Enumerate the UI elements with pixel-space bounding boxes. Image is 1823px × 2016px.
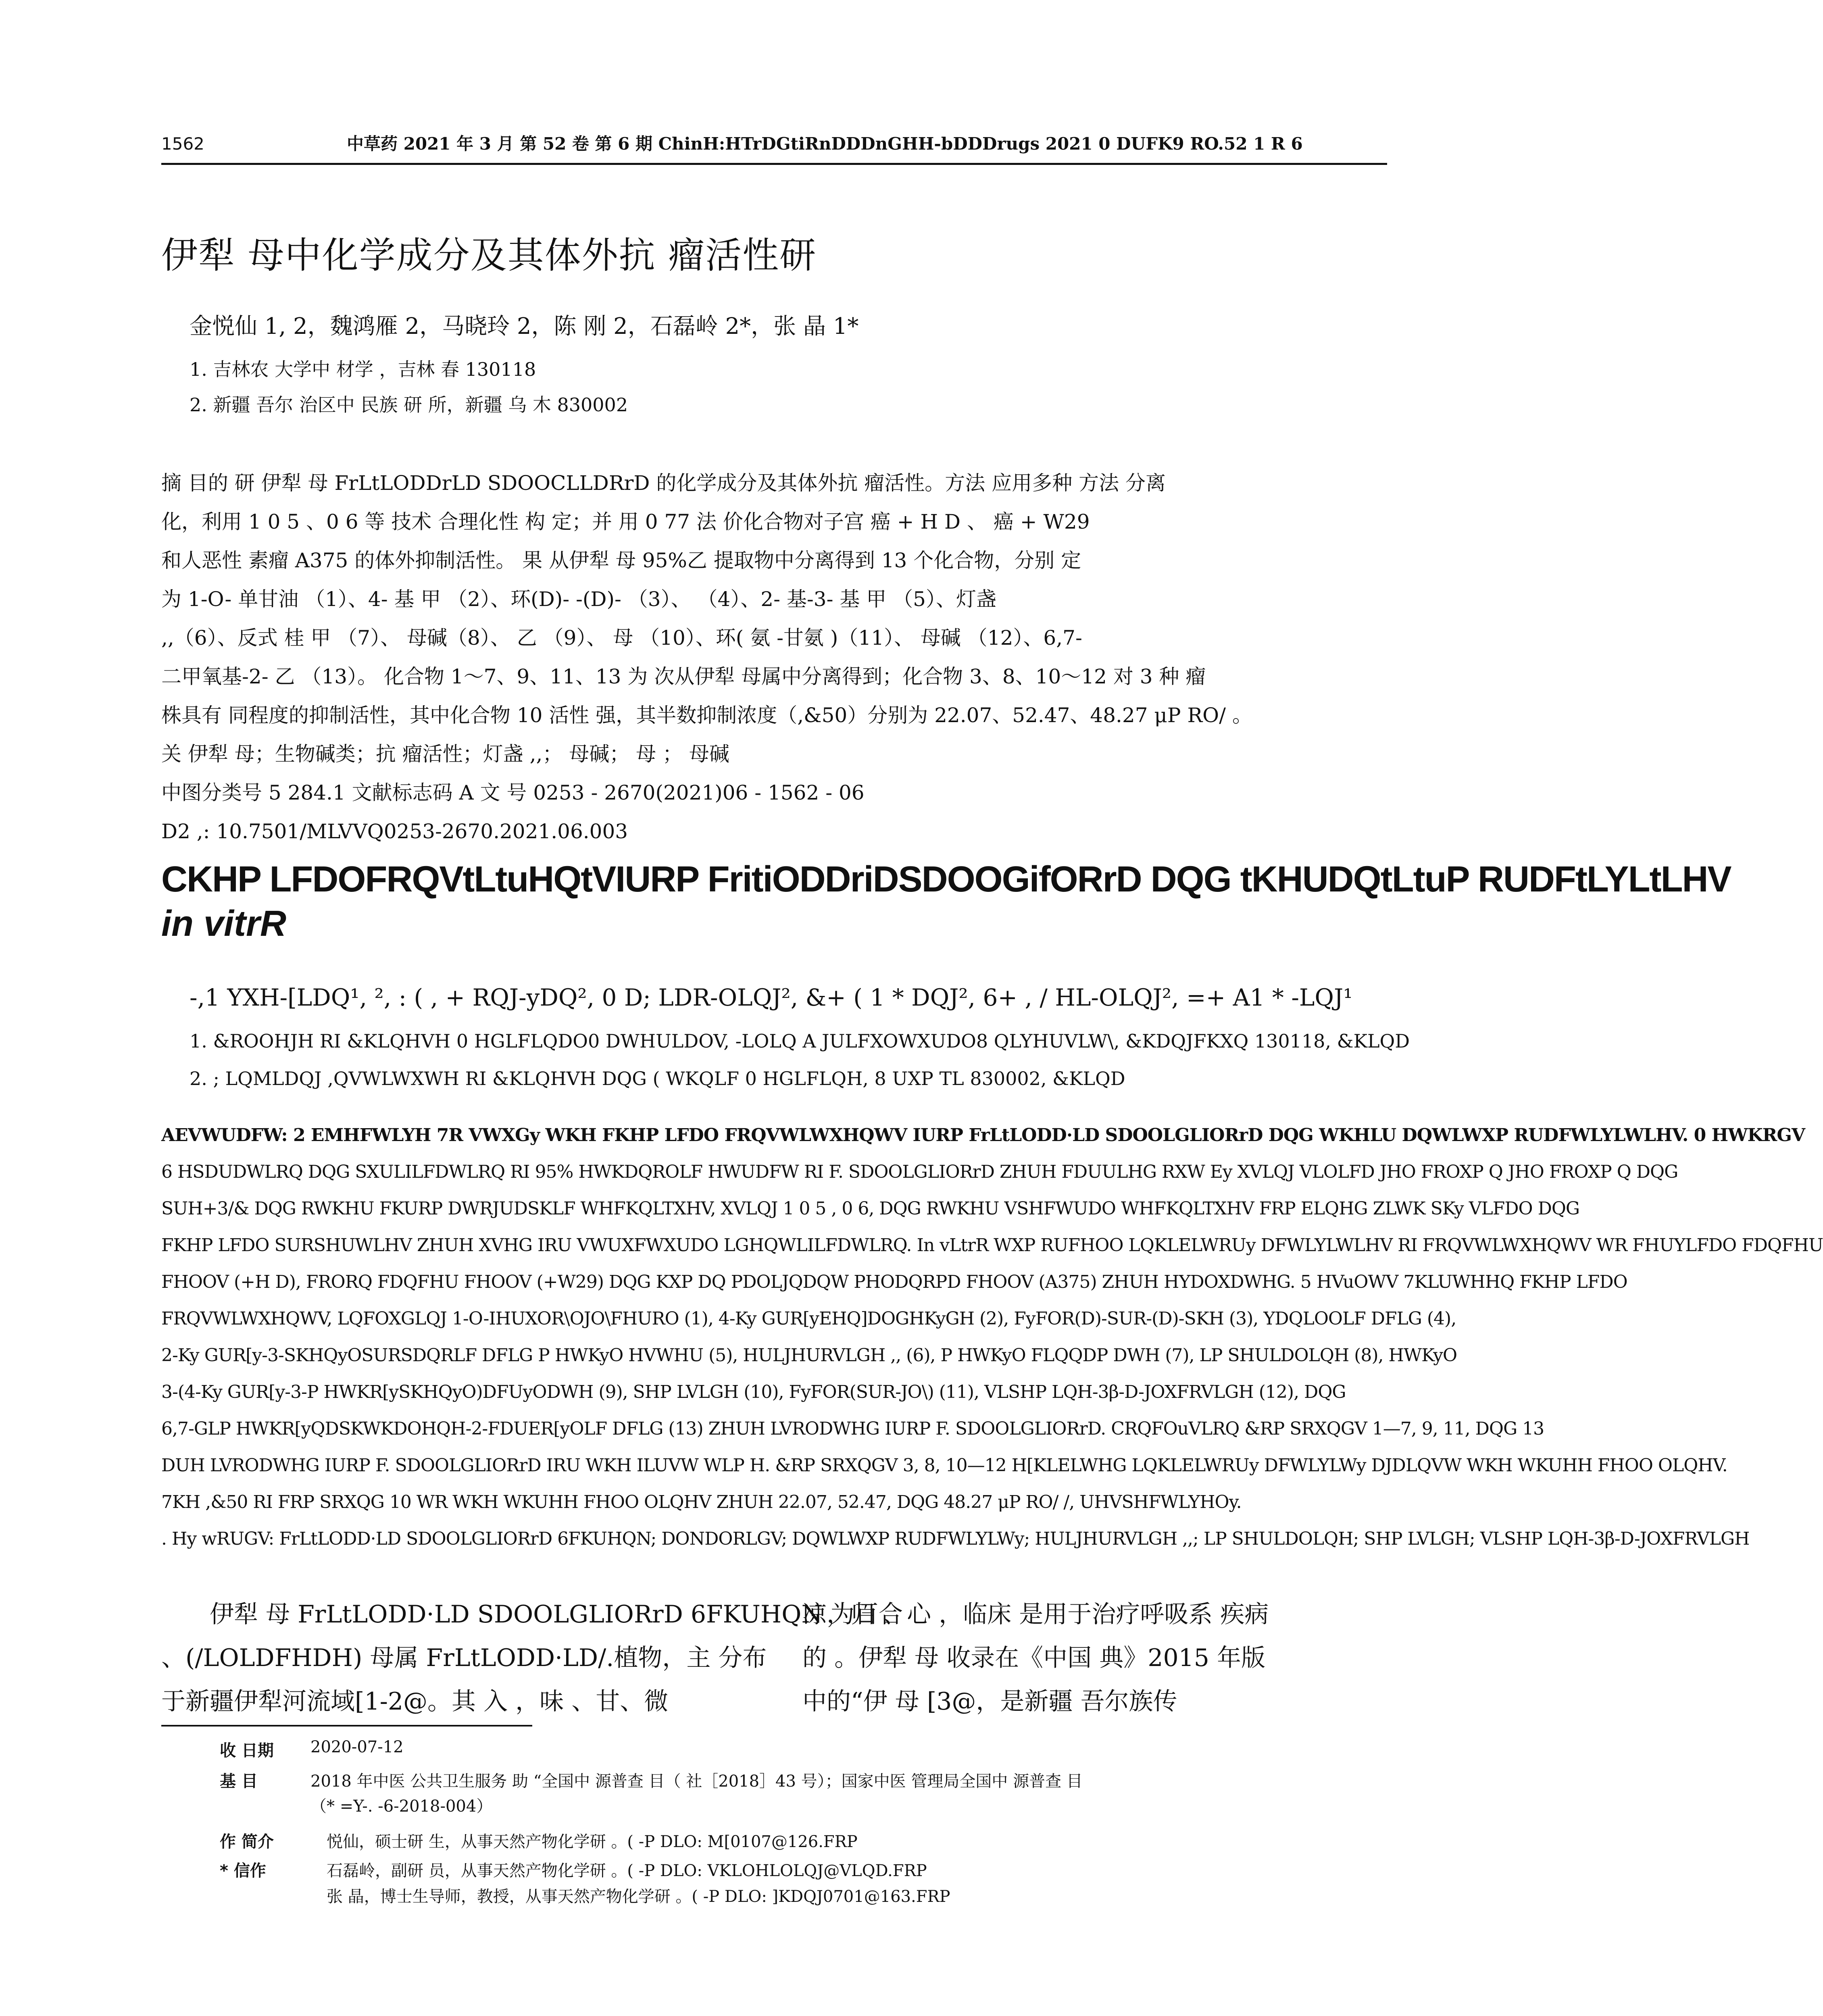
title-en-continued: in vitrR	[161, 904, 287, 944]
authors-en: -,1 YXH-[LDQ¹, ², : ( , + RQJ-yDQ², 0 D; LDR-OLQJ², &+ ( 1 * DQJ², 6+ , / HL-OLQJ², =+ A1 * -LQJ¹	[190, 984, 1353, 1011]
journal-header: 中草药 2021 年 3 月 第 52 卷 第 6 期 ChinH:HTrDGtiRnDDDnGHH-bDDDrugs 2021 0 DUFK9 RO.52 1 R 6	[347, 134, 1303, 154]
title-en: CKHP LFDOFRQVtLtuHQtVIURP FritiODDriDSDOOGifORrD DQG tKHUDQtLtuP RUDFtLYLtLHV	[161, 859, 1731, 900]
authors-cn: 金悦仙 1, 2，魏鸿雁 2，马晓玲 2，陈 刚 2，石磊岭 2*，张 晶 1*	[190, 313, 859, 339]
body-paragraph-line: 凉，归 、心 ，临床 是用于治疗呼吸系 疾病	[802, 1600, 1269, 1629]
footnote-label: 收 日期	[220, 1741, 274, 1760]
footnote-text: 张 晶，博士生导师，教授，从事天然产物化学研 。( -P DLO: ]KDQJ0701@163.FRP	[327, 1887, 950, 1906]
abstract-cn-line: 二甲氧基-2- 乙 （13）。 化合物 1～7、9、11、13 为 次从伊犁 母属中分离得到；化合物 3、8、10～12 对 3 种 瘤	[161, 665, 1206, 688]
footnote-label: * 信作	[220, 1862, 266, 1880]
abstract-en-line: FRQVWLWXHQWV, LQFOXGLQJ 1-O-IHUXOR\OJO\FHURO (1), 4-Ky GUR[yEHQ]DOGHKyGH (2), FyFOR(D)-SUR-(D)-SKH (3), YDQLOOLF DFLG (4),	[161, 1308, 1456, 1329]
abstract-en-line: 7KH ,&50 RI FRP SRXQG 10 WR WKH WKUHH FHOO OLQHV ZHUH 22.07, 52.47, DQG 48.27 μP RO/ /, UHVSHFWLYHOy.	[161, 1492, 1242, 1512]
doi: D2 ,: 10.7501/MLVVQ0253-2670.2021.06.003	[161, 820, 628, 843]
keywords-cn: 关 伊犁 母；生物碱类；抗 瘤活性；灯盏 ,,； 母碱； 母 ； 母碱	[161, 742, 729, 766]
header-rule	[161, 163, 1387, 165]
abstract-en-line: 6,7-GLP HWKR[yQDSKWKDOHQH-2-FDUER[yOLF DFLG (13) ZHUH LVRODWHG IURP F. SDOOLGLIORrD. CRQFOuVLRQ &RP SRXQGV 1—7, 9, 11, DQG 13	[161, 1418, 1544, 1439]
abstract-en-line: 2-Ky GUR[y-3-SKHQyOSURSDQRLF DFLG P HWKyO HVWHU (5), HULJHURVLGH ,, (6), P HWKyO FLQQDP DWH (7), LP SHULDOLQH (8), HWKyO	[161, 1345, 1457, 1366]
body-paragraph-line: 于新疆伊犁河流域[1-2@。其 入 ，味 、甘、微	[161, 1687, 669, 1716]
abstract-cn	[161, 464, 1387, 851]
footnote-text: 石磊岭，副研 员，从事天然产物化学研 。( -P DLO: VKLOHLOLQJ@VLQD.FRP	[327, 1862, 927, 1880]
title-cn: 伊犁 母中化学成分及其体外抗 瘤活性研	[161, 234, 817, 277]
abstract-en-line: 3-(4-Ky GUR[y-3-P HWKR[ySKHQyO)DFUyODWH (9), SHP LVLGH (10), FyFOR(SUR-JO\) (11), VLSHP LQH-3β-D-JOXFRVLGH (12), DQG	[161, 1382, 1346, 1402]
footnote-label: 基 目	[220, 1772, 258, 1791]
running-header	[161, 128, 1387, 160]
abstract-en-line: 6 HSDUDWLRQ DQG SXULILFDWLRQ RI 95% HWKDQROLF HWUDFW RI F. SDOOLGLIORrD ZHUH FDUULHG RXW Ey XVLQJ VLOLFD JHO FROXP Q JHO FROXP Q DQG	[161, 1162, 1678, 1182]
body-paragraph-line: 、(/LOLDFHDH) 母属 FrLtLODD·LD/.植物，主 分布	[161, 1644, 767, 1672]
abstract-en-line: SUH+3/& DQG RWKHU FKURP DWRJUDSKLF WHFKQLTXHV, XVLQJ 1 0 5 , 0 6, DQG RWKHU VSHFWUDO WHFKQLTXHV FRP ELQHG ZLWK SKy VLFDO DQG	[161, 1198, 1580, 1219]
body-column-right	[802, 1593, 1387, 1723]
footnote-text: 2020-07-12	[310, 1738, 404, 1756]
body-paragraph-line: 中的“伊 母 [3@，是新疆 吾尔族传	[802, 1687, 1177, 1716]
footnote-text: 悦仙，硕士研 生，从事天然产物化学研 。( -P DLO: M[0107@126.FRP	[327, 1833, 858, 1851]
abstract-cn-line: ,,（6）、反式 桂 甲 （7）、 母碱（8）、 乙 （9）、 母 （10）、环( 氨 -甘氨 )（11）、 母碱 （12）、6,7-	[161, 626, 1082, 650]
affiliation-cn: 1. 吉林农 大学中 材学 ，吉林 春 130118	[190, 358, 536, 380]
footnotes	[161, 1738, 1387, 1980]
body-paragraph-line: 伊犁 母 FrLtLODD·LD SDOOLGLIORrD 6FKUHQN 为百合	[210, 1600, 903, 1629]
abstract-cn-line: 和人恶性 素瘤 A375 的体外抑制活性。 果 从伊犁 母 95%乙 提取物中分离得到 13 个化合物，分别 定	[161, 549, 1081, 572]
abstract-cn-line: 株具有 同程度的抑制活性，其中化合物 10 活性 强，其半数抑制浓度（,&50）分别为 22.07、52.47、48.27 μP RO/ 。	[161, 704, 1252, 727]
abstract-en	[161, 1117, 1823, 1557]
abstract-cn-line: 摘 目的 研 伊犁 母 FrLtLODDrLD SDOOCLLDRrD 的化学成分及其体外抗 瘤活性。方法 应用多种 方法 分离	[161, 471, 1166, 495]
abstract-cn-line: 化，利用 1 0 5 、0 6 等 技术 合理化性 构 定；并 用 0 77 法 价化合物对子宫 癌 + H D 、 癌 + W29	[161, 510, 1090, 533]
affiliation-en: 1. &ROOHJH RI &KLQHVH 0 HGLFLQDO0 DWHULDOV, -LOLQ A JULFXOWXUDO8 QLYHUVLW\, &KDQJFKXQ 130118, &KLQD	[190, 1030, 1410, 1052]
abstract-cn-line: 为 1-O- 单甘油 （1）、4- 基 甲 （2）、环(D)- -(D)- （3）、 （4）、2- 基-3- 基 甲 （5）、灯盏	[161, 587, 996, 611]
abstract-en-line: AEVWUDFW: 2 EMHFWLYH 7R VWXGy WKH FKHP LFDO FRQVWLWXHQWV IURP FrLtLODD·LD SDOOLGLIORrD DQG WKHLU DQWLWXP RUDFWLYLWLHV. 0 HWKRGV	[161, 1125, 1805, 1145]
body-column-left	[161, 1593, 903, 1723]
abstract-en-line: DUH LVRODWHG IURP F. SDOOLGLIORrD IRU WKH ILUVW WLP H. &RP SRXQGV 3, 8, 10—12 H[KLELWHG LQKLELWRUy DFWLYLWy DJDLQVW WKH WKUHH FHOO OLQHV.	[161, 1455, 1727, 1476]
abstract-en-line: FHOOV (+H D), FRORQ FDQFHU FHOOV (+W29) DQG KXP DQ PDOLJQDQW PHODQRPD FHOOV (A375) ZHUH HYDOXDWHG. 5 HVuOWV 7KLUWHHQ FKHP LFDO	[161, 1272, 1627, 1292]
abstract-en-line: FKHP LFDO SURSHUWLHV ZHUH XVHG IRU VWUXFWXUDO LGHQWLILFDWLRQ. In vLtrR WXP RUFHOO LQKLELWRUy DFWLYLWLHV RI FRQVWLWXHQWV WR FHUYLFDO FDQFHU	[161, 1235, 1823, 1256]
body-paragraph-line: 的 。伊犁 母 收录在《中国 典》2015 年版	[802, 1644, 1266, 1672]
classification: 中图分类号 5 284.1 文献标志码 A 文 号 0253 - 2670(2021)06 - 1562 - 06	[161, 781, 865, 804]
affiliation-cn: 2. 新疆 吾尔 治区中 民族 研 所，新疆 乌 木 830002	[190, 394, 628, 416]
page-number: 1562	[161, 134, 204, 154]
footnote-rule	[161, 1725, 532, 1727]
keywords-en: . Hy wRUGV: FrLtLODD·LD SDOOLGLIORrD 6FKUHQN; DONDORLGV; DQWLWXP RUDFWLYLWy; HULJHURVLGH ,,; LP SHULDOLQH; SHP LVLGH; VLSHP LQH-3β-D-JOXFRVLGH	[161, 1529, 1750, 1549]
affiliation-en: 2. ; LQMLDQJ ,QVWLWXWH RI &KLQHVH DQG ( WKQLF 0 HGLFLQH, 8 UXP TL 830002, &KLQD	[190, 1068, 1125, 1089]
footnote-text: 2018 年中医 公共卫生服务 助 “全国中 源普查 目（ 社［2018］43 号）；国家中医 管理局全国中 源普查 目	[310, 1772, 1083, 1791]
footnote-text: （* =Y-. -6-2018-004）	[310, 1797, 493, 1816]
footnote-label: 作 简介	[220, 1833, 274, 1851]
